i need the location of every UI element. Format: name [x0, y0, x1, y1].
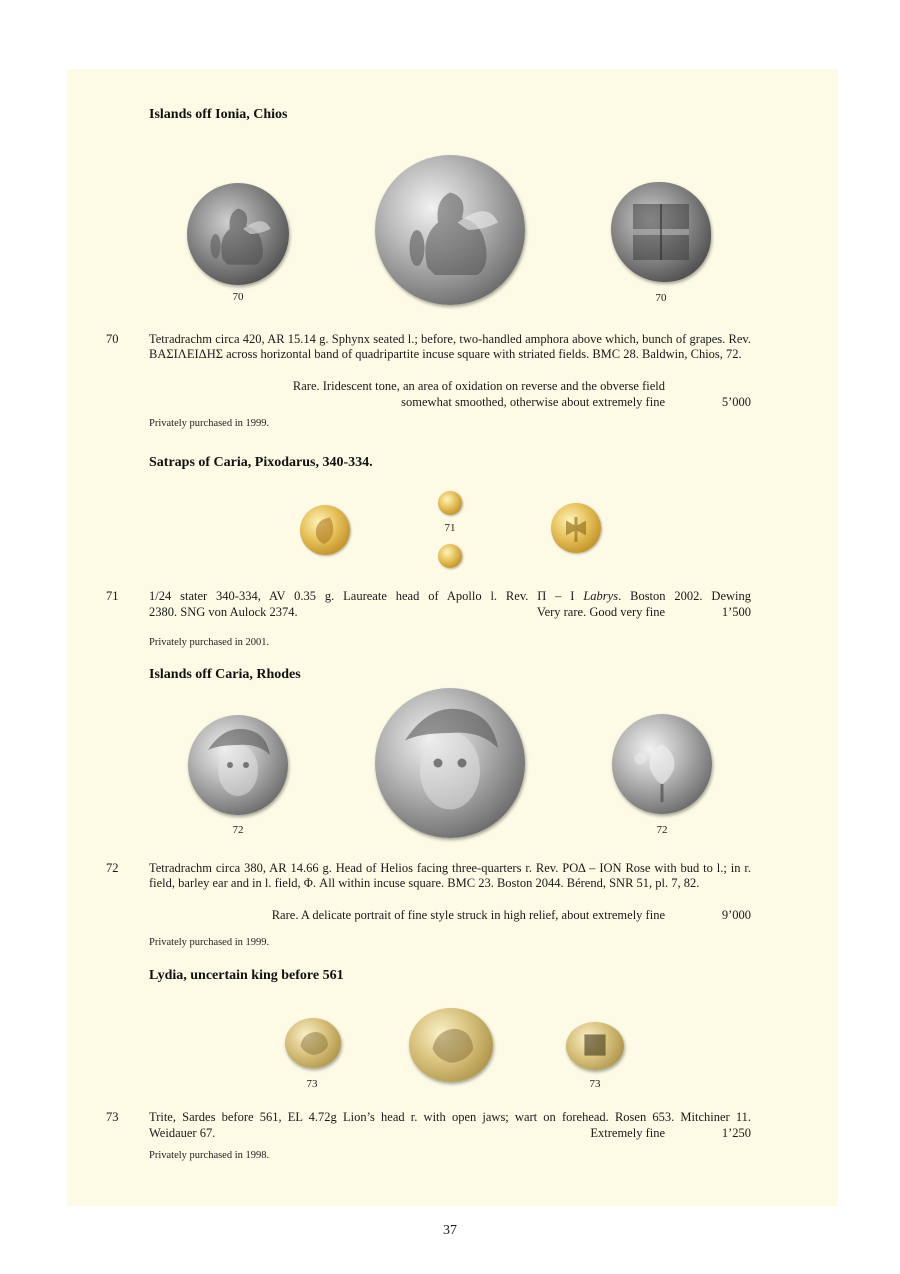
sphinx-coin-image	[187, 183, 289, 285]
photo-label: 71	[444, 522, 456, 534]
lot-provenance: Privately purchased in 1998.	[149, 1150, 270, 1161]
lot-grade: Extremely fine	[590, 1126, 665, 1140]
coin-70-obverse-image	[187, 183, 289, 285]
section-title-pixodarus: Satraps of Caria, Pixodarus, 340-334.	[149, 455, 373, 470]
coin-70-reverse-image	[611, 182, 711, 282]
helios-head-coin-image	[375, 688, 525, 838]
photo-label: 70	[655, 292, 667, 304]
photo-label: 70	[232, 291, 244, 303]
photo-label: 73	[589, 1078, 601, 1090]
labrys-coin-image	[551, 503, 601, 553]
incuse-square-coin-image	[611, 182, 711, 282]
lot-number: 72	[106, 861, 119, 875]
lot-grade: somewhat smoothed, otherwise about extremely fine	[401, 395, 665, 409]
lot-provenance: Privately purchased in 1999.	[149, 418, 270, 429]
lot-description: Tetradrachm circa 380, AR 14.66 g. Head of Helios facing three-quarters r. Rev. ΡΟΔ – ΙΟΝ Rose with bud to l.; in r. field, barley ear and in l. field, Φ. All within incuse square. BMC 23. Boston 2044. Bérend, SNR 51, pl. 7, 82.	[149, 861, 751, 890]
lot-number: 70	[106, 332, 119, 346]
photo-label: 72	[232, 824, 244, 836]
helios-head-coin-image	[188, 715, 288, 815]
apollo-head-coin-image	[300, 505, 350, 555]
lot-provenance: Privately purchased in 1999.	[149, 937, 270, 948]
rose-coin-image	[612, 714, 712, 814]
lot-description: Weidauer 67.	[149, 1126, 216, 1140]
coin-72-obverse-image	[188, 715, 288, 815]
coin-71-obverse-enlarged-image	[300, 505, 350, 555]
lot-price: 1’250	[721, 1126, 751, 1140]
lion-head-coin-image	[285, 1018, 341, 1068]
incuse-square-coin-image	[566, 1022, 624, 1070]
section-title-rhodes: Islands off Caria, Rhodes	[149, 667, 301, 682]
lot-description: Trite, Sardes before 561, EL 4.72g Lion’s head r. with open jaws; wart on forehead. Rosen 653. Mitchiner 11.	[149, 1110, 751, 1124]
section-title-lydia: Lydia, uncertain king before 561	[149, 968, 344, 983]
photo-label: 72	[656, 824, 668, 836]
lot-number: 71	[106, 589, 119, 603]
coin-72-obverse-enlarged-image	[375, 688, 525, 838]
lot-grade: Very rare. Good very fine	[536, 605, 665, 619]
lot-description: 1/24 stater 340-334, AV 0.35 g. Laureate head of Apollo l. Rev. Π – Ι Labrys. Boston 2002. Dewing	[149, 589, 751, 603]
lot-grade: Rare. Iridescent tone, an area of oxidation on reverse and the obverse field	[292, 379, 665, 393]
lion-head-coin-image	[409, 1008, 493, 1082]
photo-label: 73	[306, 1078, 318, 1090]
coin-70-obverse-enlarged-image	[375, 155, 525, 305]
coin-73-obverse-enlarged-image	[409, 1008, 493, 1082]
page-number: 37	[443, 1223, 457, 1238]
lot-description: Tetradrachm circa 420, AR 15.14 g. Sphynx seated l.; before, two-handled amphora above which, bunch of grapes. Rev. ΒΑΣΙΛΕΙΔΗΣ across horizontal band of quadripartite incuse square with striated fields. BMC 28. Baldwin, Chios, 72.	[149, 332, 751, 361]
coin-71-reverse-image	[438, 544, 462, 568]
coin-73-obverse-image	[285, 1018, 341, 1068]
lot-description: 2380. SNG von Aulock 2374.	[149, 605, 298, 619]
lot-grade: Rare. A delicate portrait of fine style struck in high relief, about extremely fine	[271, 908, 665, 922]
lot-price: 9’000	[721, 908, 751, 922]
lot-number: 73	[106, 1110, 119, 1124]
coin-73-reverse-image	[566, 1022, 624, 1070]
coin-71-obverse-image	[438, 491, 462, 515]
lot-price: 5’000	[721, 395, 751, 409]
coin-72-reverse-image	[612, 714, 712, 814]
sphinx-coin-image	[375, 155, 525, 305]
coin-71-reverse-enlarged-image	[551, 503, 601, 553]
section-title-chios: Islands off Ionia, Chios	[149, 107, 288, 122]
lot-price: 1’500	[721, 605, 751, 619]
lot-provenance: Privately purchased in 2001.	[149, 637, 270, 648]
